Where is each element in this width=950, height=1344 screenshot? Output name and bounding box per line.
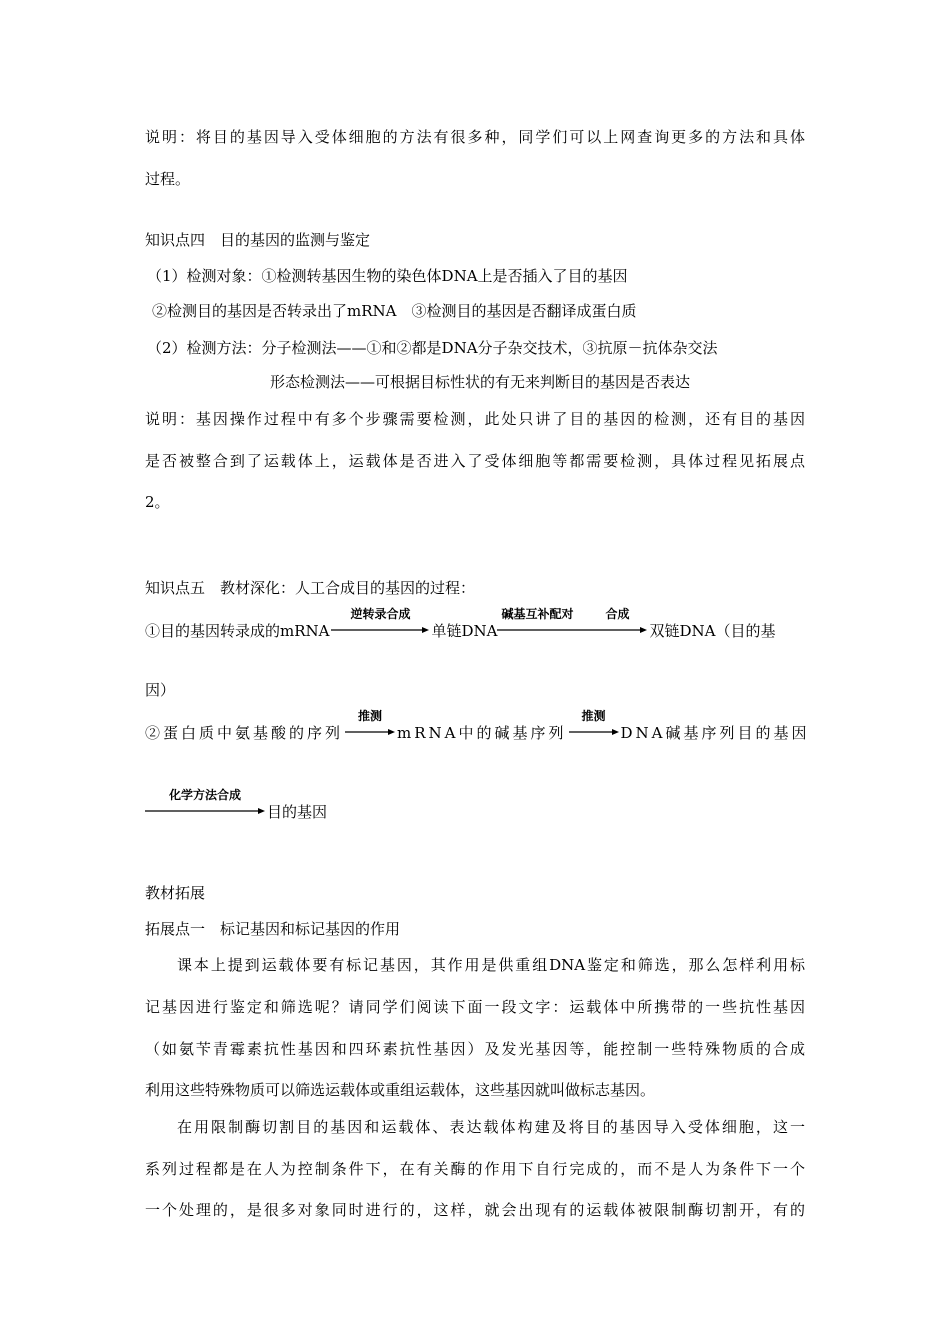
note-1-line-2: 过程。 xyxy=(145,170,191,188)
arrow-right-icon xyxy=(331,626,429,634)
kp4-title: 知识点四 目的基因的监测与鉴定 xyxy=(145,231,371,249)
kp5-row-1 xyxy=(145,607,776,641)
row1-text-b: 单链DNA xyxy=(431,622,498,640)
ext-p1-line-1: 课本上提到运载体要有标记基因，其作用是供重组DNA鉴定和筛选，那么怎样利用标 xyxy=(177,956,805,974)
note-1-line-1: 说明：将目的基因导入受体细胞的方法有很多种，同学们可以上网查询更多的方法和具体 xyxy=(145,128,805,146)
kp4-line-2: ②检测目的基因是否转录出了mRNA ③检测目的基因是否翻译成蛋白质 xyxy=(152,302,637,320)
ext-title: 拓展点一 标记基因和标记基因的作用 xyxy=(145,920,401,938)
ext-p1-line-2: 记基因进行鉴定和筛选呢？请同学们阅读下面一段文字：运载体中所携带的一些抗性基因 xyxy=(145,998,805,1016)
arrow-label-2: 合成 xyxy=(605,607,630,621)
kp5-row-1-cont: 因） xyxy=(145,681,176,699)
row2-text-b: mRNA中的碱基序列 xyxy=(397,724,567,742)
kp4-line-4: 形态检测法——可根据目标性状的有无来判断目的基因是否表达 xyxy=(270,373,691,391)
arrow-label-1: 碱基互补配对 xyxy=(501,607,574,621)
kp5-row-3 xyxy=(145,788,328,822)
ext-p2-line-1: 在用限制酶切割目的基因和运载体、表达载体构建及将目的基因导入受体细胞，这一 xyxy=(177,1118,805,1136)
arrow-label: 逆转录合成 xyxy=(350,607,411,621)
arrow-chemical-synthesis xyxy=(145,788,265,817)
note-2-line-3: 2。 xyxy=(145,493,170,511)
arrow-right-icon xyxy=(145,807,265,815)
note-2-line-2: 是否被整合到了运载体上，运载体是否进入了受体细胞等都需要检测，具体过程见拓展点 xyxy=(145,452,805,470)
ext-p1-line-4: 利用这些特殊物质可以筛选运载体或重组运载体，这些基因就叫做标志基因。 xyxy=(145,1081,656,1099)
row1-text-c: 双链DNA（目的基 xyxy=(649,622,776,640)
kp4-line-3: （2）检测方法：分子检测法——①和②都是DNA分子杂交技术，③抗原－抗体杂交法 xyxy=(147,339,718,357)
row1-text-a: ①目的基因转录成的mRNA xyxy=(145,622,330,640)
arrow-label: 推测 xyxy=(581,709,606,723)
arrow-right-icon xyxy=(345,728,395,736)
kp5-title: 知识点五 教材深化：人工合成目的基因的过程： xyxy=(145,579,476,597)
row3-text-a: 目的基因 xyxy=(267,803,328,821)
note-2-line-1: 说明：基因操作过程中有多个步骤需要检测，此处只讲了目的基因的检测，还有目的基因 xyxy=(145,410,805,428)
arrow-reverse-transcription xyxy=(331,607,429,636)
arrow-infer-1 xyxy=(345,709,395,738)
kp4-line-1: （1）检测对象：①检测转基因生物的染色体DNA上是否插入了目的基因 xyxy=(147,267,628,285)
row2-text-c: DNA碱基序列目的基因 xyxy=(620,724,810,742)
arrow-right-icon xyxy=(569,728,619,736)
kp5-row-2 xyxy=(145,709,810,743)
arrow-label: 推测 xyxy=(358,709,383,723)
ext-p2-line-3: 一个处理的，是很多对象同时进行的，这样，就会出现有的运载体被限制酶切割开，有的 xyxy=(145,1201,805,1219)
arrow-base-pairing xyxy=(497,607,647,636)
row2-text-a: ②蛋白质中氨基酸的序列 xyxy=(145,724,344,742)
arrow-right-icon xyxy=(497,626,647,634)
ext-heading: 教材拓展 xyxy=(145,884,206,902)
ext-p2-line-2: 系列过程都是在人为控制条件下，在有关酶的作用下自行完成的，而不是人为条件下一个 xyxy=(145,1160,805,1178)
ext-p1-line-3: （如氨苄青霉素抗性基因和四环素抗性基因）及发光基因等，能控制一些特殊物质的合成 xyxy=(145,1040,805,1058)
arrow-label: 化学方法合成 xyxy=(168,788,241,802)
arrow-infer-2 xyxy=(569,709,619,738)
